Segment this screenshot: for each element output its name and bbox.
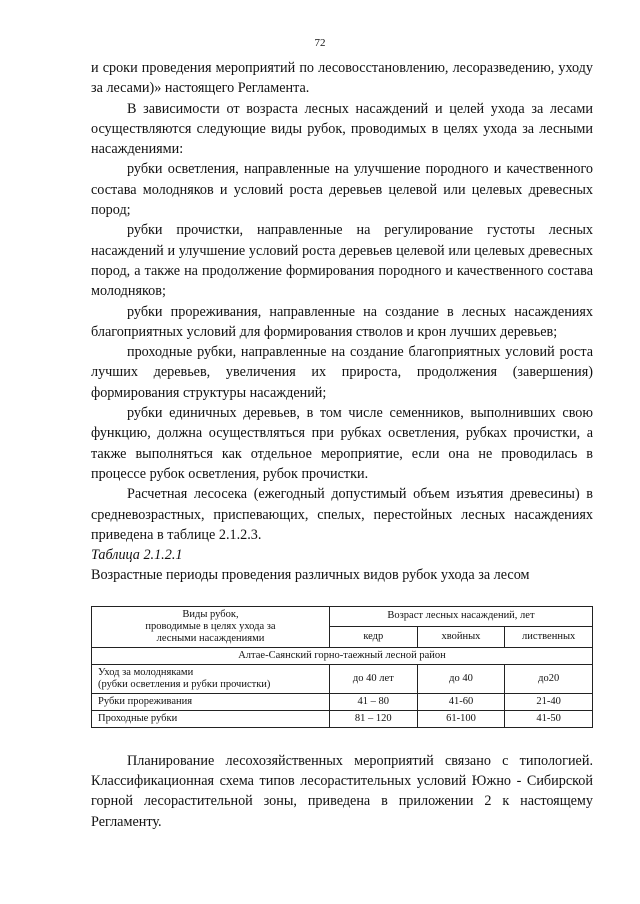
row-name-cell: Уход за молодняками (рубки осветления и рубки прочистки) — [92, 664, 330, 693]
table-title: Возрастные периоды проведения различных видов рубок ухода за лесом — [91, 567, 530, 584]
value-cell: до20 — [505, 664, 593, 693]
table-container — [91, 606, 593, 728]
paragraph: проходные рубки, направленные на создание благоприятных условий роста лучших деревьев, увеличения их прироста, продолжения (завершения) формирования структуры насаждений; — [91, 344, 593, 401]
region-cell: Алтае-Саянский горно-таежный лесной район — [92, 647, 593, 664]
table-row — [92, 710, 593, 727]
table-region-row — [92, 647, 593, 664]
paragraph: В зависимости от возраста лесных насаждений и целей ухода за лесами осуществляются следующие виды рубок, проводимых в целях ухода за лесными насаждениями: — [91, 100, 593, 158]
row-name-cell: Рубки прореживания — [92, 693, 330, 710]
paragraph: Планирование лесохозяйственных мероприятий связано с типологией. Классификационная схема типов лесорастительных условий Южно - Сибирской горной лесорастительной зоны, приведена в приложении 2 к настоящему Регламенту. — [91, 752, 593, 830]
header-cell-cut-types: Виды рубок, проводимые в целях ухода за лесными насаждениями — [92, 606, 330, 647]
subheader-cell: лиственных — [505, 627, 593, 648]
value-cell: 61-100 — [417, 710, 505, 727]
paragraph: рубки прореживания, направленные на создание в лесных насаждениях благоприятных условий для формирования стволов и крон лучших деревьев; — [91, 303, 593, 340]
value-cell: 41 – 80 — [329, 693, 417, 710]
page-number: 72 — [314, 37, 326, 49]
document-body — [91, 58, 593, 832]
text-block-top — [91, 58, 593, 545]
value-cell: до 40 — [417, 664, 505, 693]
table-number: Таблица 2.1.2.1 — [91, 547, 183, 564]
paragraph: рубки единичных деревьев, в том числе семенников, выполнивших свою функцию, должна осуществляться при рубках осветления, рубках прочистки, а также выполняться как отдельное мероприятие, если она не проводилась в процессе рубок осветления, рубок прочистки. — [91, 405, 593, 482]
age-periods-table — [91, 606, 593, 728]
table-row — [92, 664, 593, 693]
value-cell: 41-50 — [505, 710, 593, 727]
table-header-row — [92, 606, 593, 627]
paragraph: рубки прочистки, направленные на регулирование густоты лесных насаждений и улучшение условий роста деревьев целевой или целевых древесных пород, а также на продолжение формирования породного и качественного состава молодняков; — [91, 222, 593, 300]
value-cell: до 40 лет — [329, 664, 417, 693]
paragraph: и сроки проведения мероприятий по лесовосстановлению, лесоразведению, уходу за лесами)» настоящего Регламента. — [91, 60, 593, 97]
value-cell: 41-60 — [417, 693, 505, 710]
paragraph: Расчетная лесосека (ежегодный допустимый объем изъятия древесины) в средневозрастных, приспевающих, спелых, перестойных лесных насаждениях приведена в таблице 2.1.2.3. — [91, 486, 593, 543]
value-cell: 21-40 — [505, 693, 593, 710]
subheader-cell: кедр — [329, 627, 417, 648]
header-cell-age-group: Возраст лесных насаждений, лет — [329, 606, 592, 627]
subheader-cell: хвойных — [417, 627, 505, 648]
row-name-cell: Проходные рубки — [92, 710, 330, 727]
table-row — [92, 693, 593, 710]
value-cell: 81 – 120 — [329, 710, 417, 727]
paragraph: рубки осветления, направленные на улучшение породного и качественного состава молодняков и условий роста деревьев целевой или целевых древесных пород; — [91, 161, 593, 219]
text-block-bottom — [91, 751, 593, 832]
